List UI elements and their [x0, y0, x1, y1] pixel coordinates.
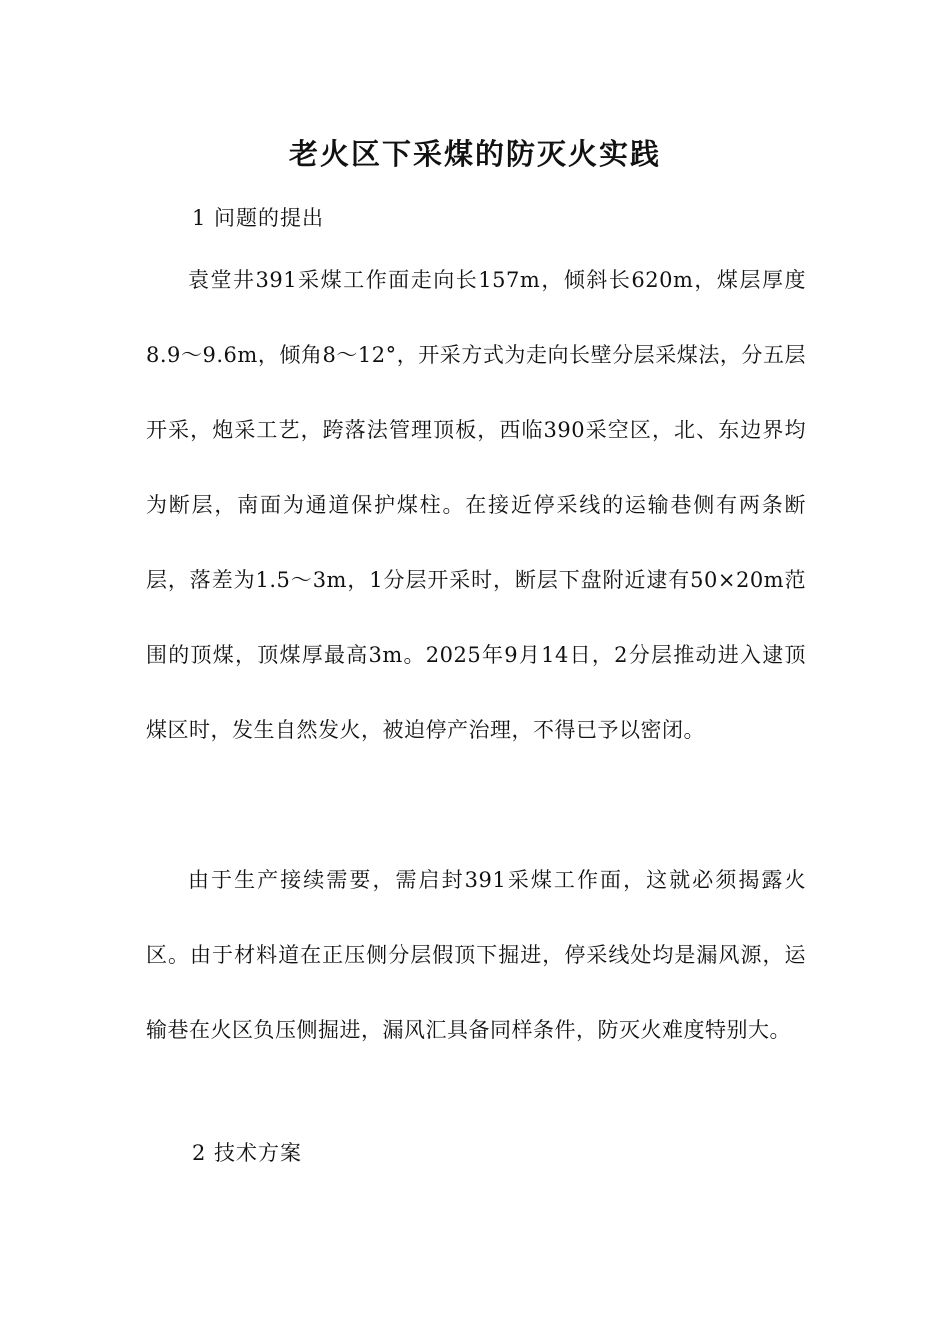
section-heading-2: 2 技术方案	[192, 1141, 303, 1165]
paragraph-2: 由于生产接续需要，需启封391采煤工作面，这就必须揭露火区。由于材料道在正压侧分层假顶下掘进，停采线处均是漏风源，运输巷在火区负压侧掘进，漏风汇具备同样条件，防灭火难度特别大。	[146, 868, 806, 1042]
document-title: 老火区下采煤的防灭火实践	[288, 137, 661, 171]
section-heading-1: 1 问题的提出	[192, 206, 325, 230]
paragraph-1: 袁堂井391采煤工作面走向长157m，倾斜长620m，煤层厚度8.9～9.6m，倾角8～12°，开采方式为走向长壁分层采煤法，分五层开采，炮采工艺，跨落法管理顶板，西临390采空区，北、东边界均为断层，南面为通道保护煤柱。在接近停采线的运输巷侧有两条断层，落差为1.5～3m，1分层开采时，断层下盘附近逮有50×20m范围的顶煤，顶煤厚最高3m。2025年9月14日，2分层推动进入逮顶煤区时，发生自然发火，被迫停产治理，不得已予以密闭。	[146, 268, 806, 742]
